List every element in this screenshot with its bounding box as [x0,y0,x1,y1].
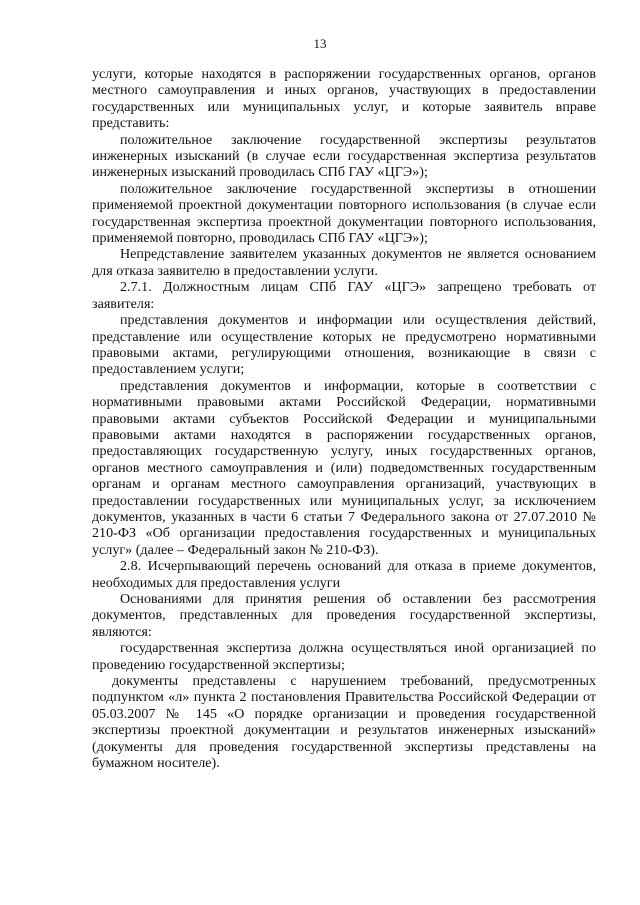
paragraph-prohibited-actions: представления документов и информации или осуществления действий, представление или осуществление которых не предусмотрено нормативными правовыми актами, регулирующими отношения, возникающие в связи с предоставлением услуги; [92,312,596,378]
paragraph-non-submission: Непредставление заявителем указанных документов не является основанием для отказа заявителю в предоставлении услуги. [92,246,596,279]
paragraph-services-continuation: услуги, которые находятся в распоряжении государственных органов, органов местного самоуправления и иных органов, участвующих в предоставлении государственных или муниципальных услуг, и которые заявитель вправе представить: [92,66,596,132]
paragraph-grounds-intro: Основаниями для принятия решения об оставлении без рассмотрения документов, представленных для проведения государственной экспертизы, являются: [92,591,596,640]
paragraph-other-organization: государственная экспертиза должна осуществляться иной организацией по проведению государственной экспертизы; [92,640,596,673]
page-number: 13 [313,36,327,51]
paragraph-engineering-survey-conclusion: положительное заключение государственной экспертизы результатов инженерных изысканий (в случае если государственная экспертиза результатов инженерных изысканий проводилась СПб ГАУ «ЦГЭ»); [92,131,596,181]
paragraph-prohibited-documents: представления документов и информации, которые в соответствии с нормативными правовыми актами Российской Федерации, нормативными правовыми актами субъектов Российской Федерации и муниципальными правовыми актами находятся в распоряжении государственных органов, предоставляющих государственную услугу, иных государственных органов, органов местного самоуправления и (или) подведомственных государственным органам и органам местного самоуправления организаций, участвующих в предоставлении государственных или муниципальных услуг, за исключением документов, указанных в части 6 статьи 7 Федерального закона от 27.07.2010 № 210-ФЗ «Об организации предоставления государственных и муниципальных услуг» (далее – Федеральный закон № 210-ФЗ). [92,377,596,558]
paragraph-2-7-1: 2.7.1. Должностным лицам СПб ГАУ «ЦГЭ» запрещено требовать от заявителя: [92,279,596,312]
paragraph-2-8-heading: 2.8. Исчерпывающий перечень оснований для отказа в приеме документов, необходимых для предоставления услуги [92,558,596,591]
paragraph-reused-documentation-conclusion: положительное заключение государственной экспертизы в отношении применяемой проектной документации повторного использования (в случае если государственная экспертиза проектной документации повторного использования, применяемой повторно, проводилась СПб ГАУ «ЦГЭ»); [92,180,596,247]
paragraph-requirements-violation: документы представлены с нарушением требований, предусмотренных подпунктом «л» пункта 2 постановления Правительства Российской Федерации от 05.03.2007 № 145 «О порядке организации и проведения государственной экспертизы проектной документации и результатов инженерных изысканий» (документы для проведения государственной экспертизы представлены на бумажном носителе). [92,673,596,772]
document-body [92,66,596,771]
